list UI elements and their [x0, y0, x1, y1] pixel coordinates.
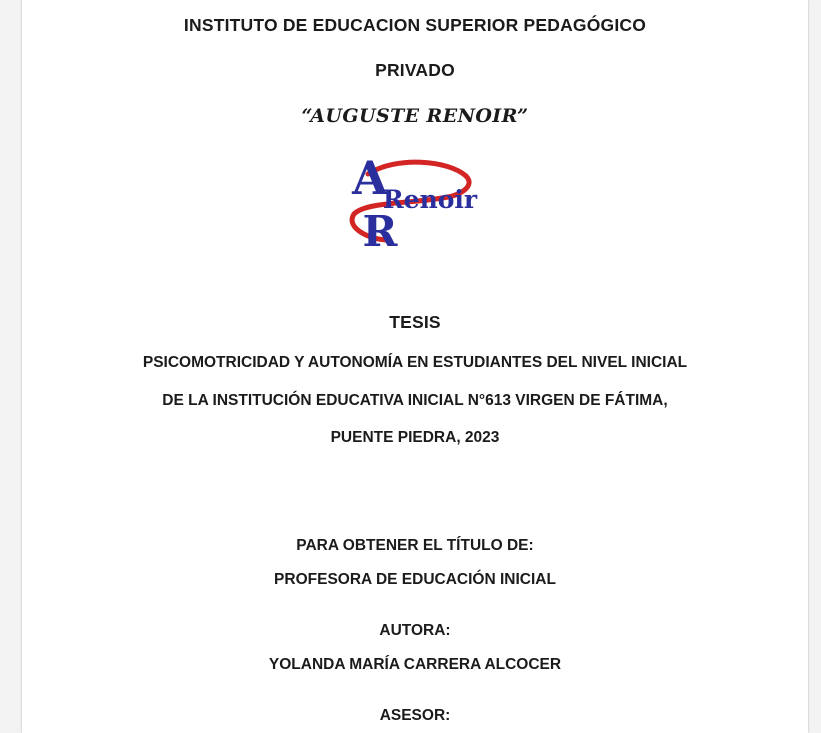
svg-text:A: A: [352, 151, 388, 205]
document-content: [22, 0, 808, 723]
svg-text:R: R: [362, 207, 398, 256]
thesis-title-line: PSICOMOTRICIDAD Y AUTONOMÍA EN ESTUDIANTES DEL NIVEL INICIAL: [142, 354, 688, 371]
degree-line: PROFESORA DE EDUCACIÓN INICIAL: [274, 571, 556, 588]
document-page: [22, 0, 808, 733]
degree-block: [82, 538, 748, 588]
institute-logo: [82, 150, 748, 262]
author-label: AUTORA:: [379, 621, 451, 639]
institute-name: “AUGUSTE RENOIR”: [301, 105, 529, 127]
content-spacer: [82, 446, 748, 516]
thesis-label: TESIS: [389, 312, 441, 332]
thesis-title-line: PUENTE PIEDRA, 2023: [330, 429, 500, 446]
thesis-title-line: DE LA INSTITUCIÓN EDUCATIVA INICIAL N°613 VIRGEN DE FÁTIMA,: [162, 391, 668, 409]
page-gutter-right: [808, 0, 821, 733]
header-line-2: PRIVADO: [375, 59, 455, 80]
advisor-label: ASESOR:: [379, 706, 451, 724]
author-block: [82, 623, 748, 673]
page-gutter-left: [0, 0, 22, 733]
degree-line: PARA OBTENER EL TÍTULO DE:: [296, 536, 534, 554]
renoir-logo-icon: [330, 150, 500, 262]
svg-text:Renoir: Renoir: [382, 185, 478, 214]
author-name: YOLANDA MARÍA CARRERA ALCOCER: [268, 656, 562, 673]
thesis-title: [82, 355, 748, 446]
header-line-1: INSTITUTO DE EDUCACION SUPERIOR PEDAGÓGICO: [183, 15, 647, 35]
